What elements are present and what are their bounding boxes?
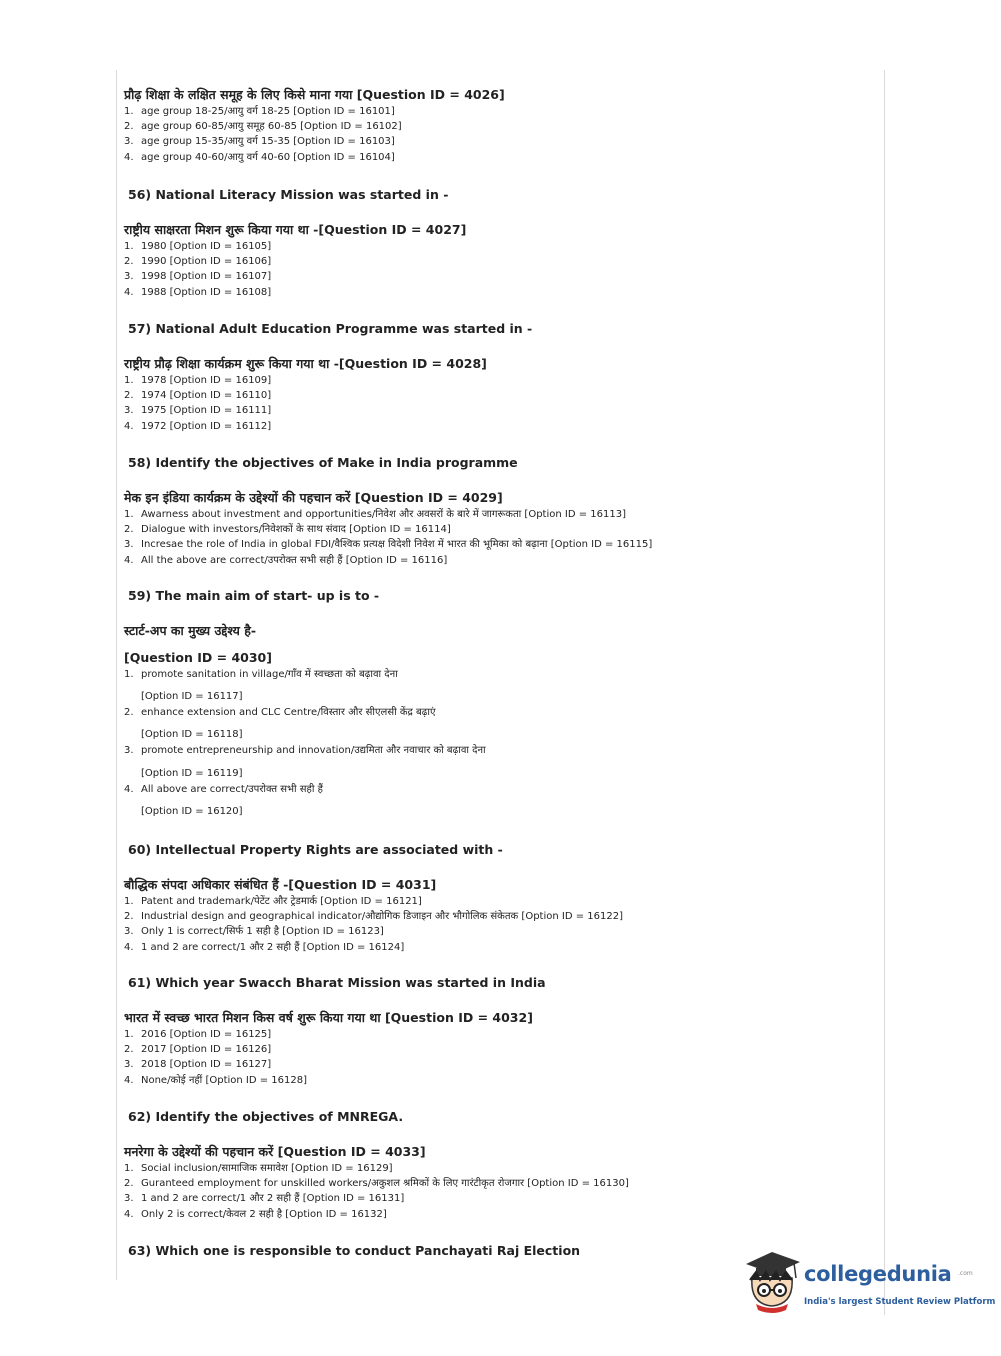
options-list [124, 104, 884, 165]
question-english: 57) National Adult Education Programme was started in - [128, 321, 533, 336]
option-item: 2. age group 60-85/आयु समूह 60-85 [Option ID = 16102] [124, 121, 402, 133]
options-list [124, 1027, 884, 1088]
option-item: 1. age group 18-25/आयु वर्ग 18-25 [Option ID = 16101] [124, 106, 395, 117]
options-list [124, 1161, 884, 1222]
option-item: 3. Incresae the role of India in global FDI/वैश्विक प्रत्यक्ष विदेशी निवेश में भारत की भूमिका को बढ़ाना [Option ID = 16115] [124, 539, 653, 551]
options-list [124, 239, 884, 300]
logo-wordmark: collegedunia [804, 1262, 952, 1286]
option-item: 4. age group 40-60/आयु वर्ग 40-60 [Option ID = 16104] [124, 151, 395, 163]
question-hindi: मनरेगा के उद्देश्यों की पहचान करें [Question ID = 4033] [124, 1144, 426, 1159]
logo-tagline: India's largest Student Review Platform [804, 1297, 996, 1307]
question-hindi: स्टार्ट-अप का मुख्य उद्देश्य है- [124, 623, 257, 638]
question-57 [124, 320, 884, 434]
option-item: 3. Only 1 is correct/सिर्फ 1 सही है [Option ID = 16123] [124, 926, 384, 938]
question-english: 59) The main aim of start- up is to - [128, 588, 380, 603]
question-english: 62) Identify the objectives of MNREGA. [128, 1109, 404, 1124]
question-62 [124, 1108, 884, 1222]
options-list [124, 667, 884, 819]
option-item: 3. promote entrepreneurship and innovation/उद्यमिता और नवाचार को बढ़ावा देना [Option ID = 16119] [124, 745, 486, 779]
option-item: 2. 1990 [Option ID = 16106] [124, 256, 272, 268]
options-list [124, 373, 884, 434]
option-item: 3. 1975 [Option ID = 16111] [124, 405, 272, 417]
option-item: 4. 1988 [Option ID = 16108] [124, 286, 272, 298]
option-item: 4. 1972 [Option ID = 16112] [124, 420, 272, 432]
option-item: 1. 2016 [Option ID = 16125] [124, 1029, 272, 1040]
question-60 [124, 841, 884, 955]
question-english: 61) Which year Swacch Bharat Mission was started in India [128, 975, 546, 990]
question-59 [124, 587, 884, 820]
option-item: 4. Only 2 is correct/केवल 2 सही है [Option ID = 16132] [124, 1208, 387, 1220]
option-item: 1. Social inclusion/सामाजिक समावेश [Option ID = 16129] [124, 1163, 393, 1174]
question-hindi: बौद्धिक संपदा अधिकार संबंधित हैं -[Question ID = 4031] [124, 877, 437, 892]
option-item: 4. None/कोई नहीं [Option ID = 16128] [124, 1074, 307, 1086]
question-56 [124, 186, 884, 300]
option-item: 3. age group 15-35/आयु वर्ग 15-35 [Option ID = 16103] [124, 136, 395, 148]
option-item: 1. 1980 [Option ID = 16105] [124, 241, 272, 252]
option-item: 3. 2018 [Option ID = 16127] [124, 1059, 272, 1071]
option-item: 1. 1978 [Option ID = 16109] [124, 375, 272, 386]
option-item: 2. enhance extension and CLC Centre/विस्तार और सीएलसी केंद्र बढ़ाएं [Option ID = 16118] [124, 707, 436, 741]
option-item: 4. 1 and 2 are correct/1 और 2 सही हैं [Option ID = 16124] [124, 941, 405, 953]
option-item: 1. Patent and trademark/पेटेंट और ट्रेडमार्क [Option ID = 16121] [124, 896, 422, 907]
question-hindi: राष्ट्रीय प्रौढ़ शिक्षा कार्यक्रम शुरू किया गया था -[Question ID = 4028] [124, 356, 487, 371]
collegedunia-logo[interactable] [742, 1250, 996, 1320]
options-list [124, 894, 884, 955]
option-item: 3. 1 and 2 are correct/1 और 2 सही हैं [Option ID = 16131] [124, 1193, 405, 1205]
question-english: 63) Which one is responsible to conduct Panchayati Raj Election [128, 1243, 581, 1258]
left-margin-line [116, 70, 117, 1280]
question-55 [124, 86, 884, 165]
question-hindi: प्रौढ़ शिक्षा के लक्षित समूह के लिए किसे माना गया [Question ID = 4026] [124, 87, 505, 102]
options-list [124, 507, 884, 568]
option-item: 4. All above are correct/उपरोक्त सभी सही हैं [Option ID = 16120] [124, 783, 323, 817]
question-english: 60) Intellectual Property Rights are associated with - [128, 842, 503, 857]
option-item: 2. Guranteed employment for unskilled workers/अकुशल श्रमिकों के लिए गारंटीकृत रोजगार [Option ID = 16130] [124, 1178, 629, 1190]
option-item: 2. 2017 [Option ID = 16126] [124, 1044, 272, 1056]
question-58 [124, 454, 884, 568]
question-hindi: राष्ट्रीय साक्षरता मिशन शुरू किया गया था -[Question ID = 4027] [124, 222, 467, 237]
option-item: 2. Dialogue with investors/निवेशकों के साथ संवाद [Option ID = 16114] [124, 524, 451, 536]
right-margin-line [884, 70, 885, 1315]
question-id: [Question ID = 4030] [124, 650, 272, 665]
option-item: 1. promote sanitation in village/गाँव में स्वच्छता को बढ़ावा देना [Option ID = 16117] [124, 669, 398, 703]
option-item: 3. 1998 [Option ID = 16107] [124, 271, 272, 283]
question-61 [124, 974, 884, 1088]
option-item: 1. Awarness about investment and opportunities/निवेश और अवसरों के बारे में जागरूकता [Option ID = 16113] [124, 509, 626, 520]
question-english: 56) National Literacy Mission was started in - [128, 187, 449, 202]
question-hindi: भारत में स्वच्छ भारत मिशन किस वर्ष शुरू किया गया था [Question ID = 4032] [124, 1010, 533, 1025]
option-item: 2. Industrial design and geographical indicator/औद्योगिक डिजाइन और भौगोलिक संकेतक [Option ID = 16122] [124, 911, 623, 923]
option-item: 4. All the above are correct/उपरोक्त सभी सही हैं [Option ID = 16116] [124, 554, 448, 566]
question-english: 58) Identify the objectives of Make in India programme [128, 455, 518, 470]
option-item: 2. 1974 [Option ID = 16110] [124, 390, 272, 402]
question-hindi: मेक इन इंडिया कार्यक्रम के उद्देश्यों की पहचान करें [Question ID = 4029] [124, 490, 503, 505]
logo-domain: .com [958, 1270, 973, 1277]
mascot-icon [742, 1250, 804, 1314]
